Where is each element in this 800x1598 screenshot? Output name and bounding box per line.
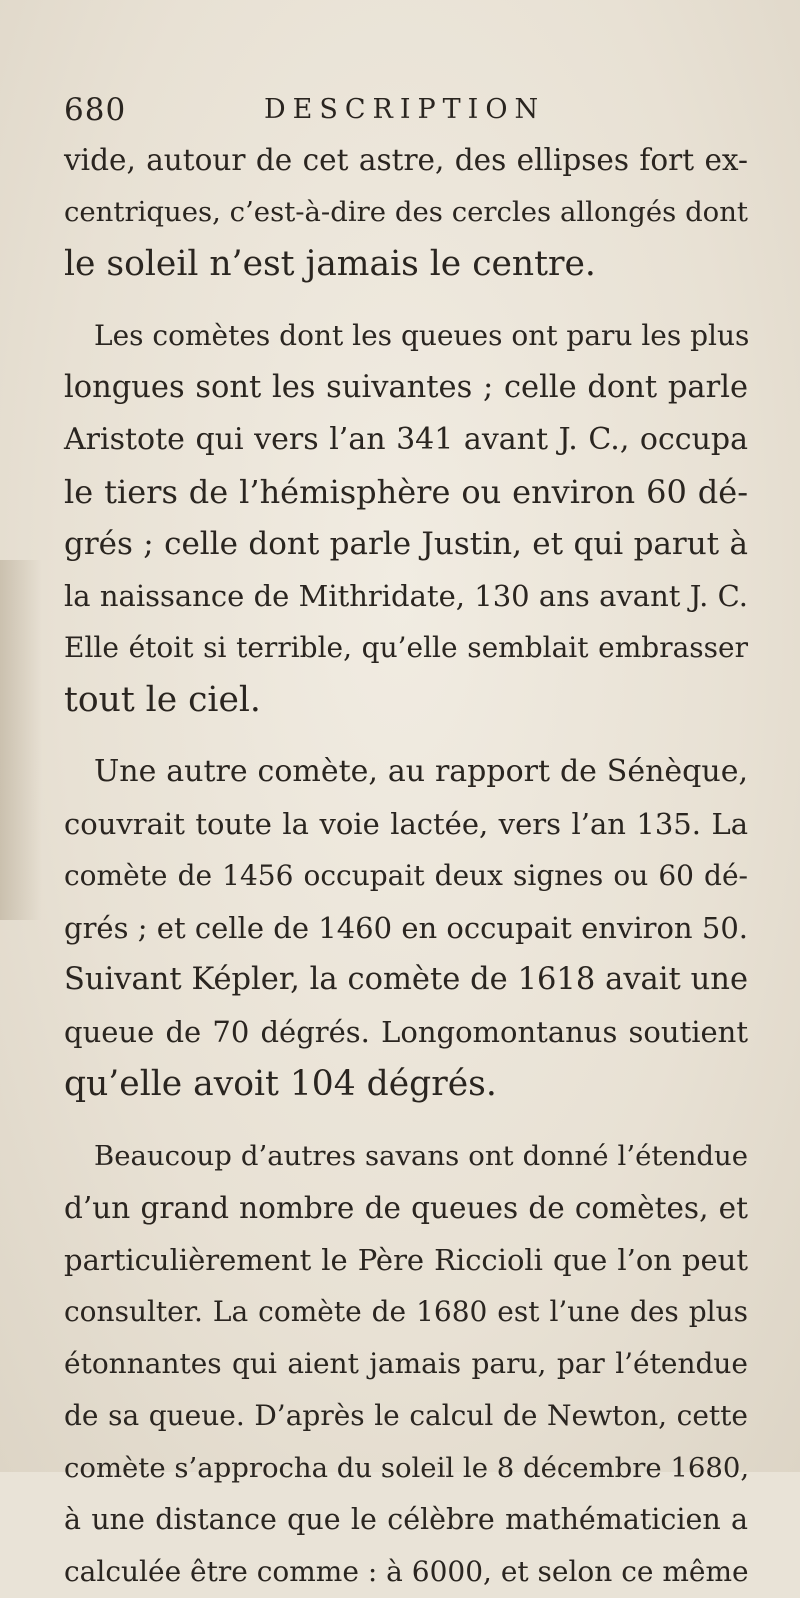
text-line: vide, autour de cet astre, des ellipses fort ex- — [64, 143, 748, 177]
paragraph-1 — [64, 134, 748, 290]
text-line: Elle étoit si terrible, qu’elle semblait embrasser — [64, 631, 748, 664]
text-line: calculée être comme : à 6000, et selon ce même — [64, 1555, 749, 1588]
text-line: Suivant Képler, la comète de 1618 avait une — [64, 962, 748, 997]
text-line: Aristote qui vers l’an 341 avant J. C., occupa — [64, 422, 748, 457]
text-line: grés ; et celle de 1460 en occupait environ 50. — [64, 911, 748, 945]
text-line: Les comètes dont les queues ont paru les plus — [94, 319, 750, 352]
text-line: couvrait toute la voie lactée, vers l’an 135. La — [64, 807, 748, 841]
body-text — [64, 134, 748, 1598]
text-line: le soleil n’est jamais le centre. — [64, 244, 596, 284]
text-line: la naissance de Mithridate, 130 ans avant J. C. — [64, 579, 748, 613]
text-line: particulièrement le Père Riccioli que l’on peut — [64, 1243, 748, 1277]
text-line: tout le ciel. — [64, 680, 261, 720]
paragraph-4 — [64, 1130, 748, 1598]
running-head: DESCRIPTION — [264, 94, 546, 125]
text-line: comète de 1456 occupait deux signes ou 60 dé- — [64, 859, 748, 892]
page-header — [64, 92, 744, 132]
text-line: à une distance que le célèbre mathématicien a — [64, 1503, 748, 1536]
page-edge-shadow — [0, 560, 42, 920]
text-line: comète s’approcha du soleil le 8 décembre 1680, — [64, 1452, 750, 1484]
text-line: grés ; celle dont parle Justin, et qui parut à — [64, 526, 748, 562]
text-line: Beaucoup d’autres savans ont donné l’étendue — [94, 1140, 748, 1172]
text-line: queue de 70 dégrés. Longomontanus soutient — [64, 1015, 748, 1049]
text-line: qu’elle avoit 104 dégrés. — [64, 1064, 497, 1104]
text-line: de sa queue. D’après le calcul de Newton, cette — [64, 1399, 748, 1432]
text-line: longues sont les suivantes ; celle dont parle — [64, 370, 748, 405]
paragraph-3 — [64, 746, 748, 1110]
text-line: le tiers de l’hémisphère ou environ 60 dé- — [64, 473, 748, 511]
text-line: consulter. La comète de 1680 est l’une des plus — [64, 1295, 748, 1328]
page-number: 680 — [64, 92, 127, 128]
text-line: Une autre comète, au rapport de Sénèque, — [94, 754, 748, 789]
paragraph-2 — [64, 310, 748, 726]
text-line: centriques, c’est-à-dire des cercles allongés dont — [64, 196, 748, 228]
text-line: étonnantes qui aient jamais paru, par l’étendue — [64, 1347, 748, 1380]
text-line: d’un grand nombre de queues de comètes, et — [64, 1191, 748, 1225]
